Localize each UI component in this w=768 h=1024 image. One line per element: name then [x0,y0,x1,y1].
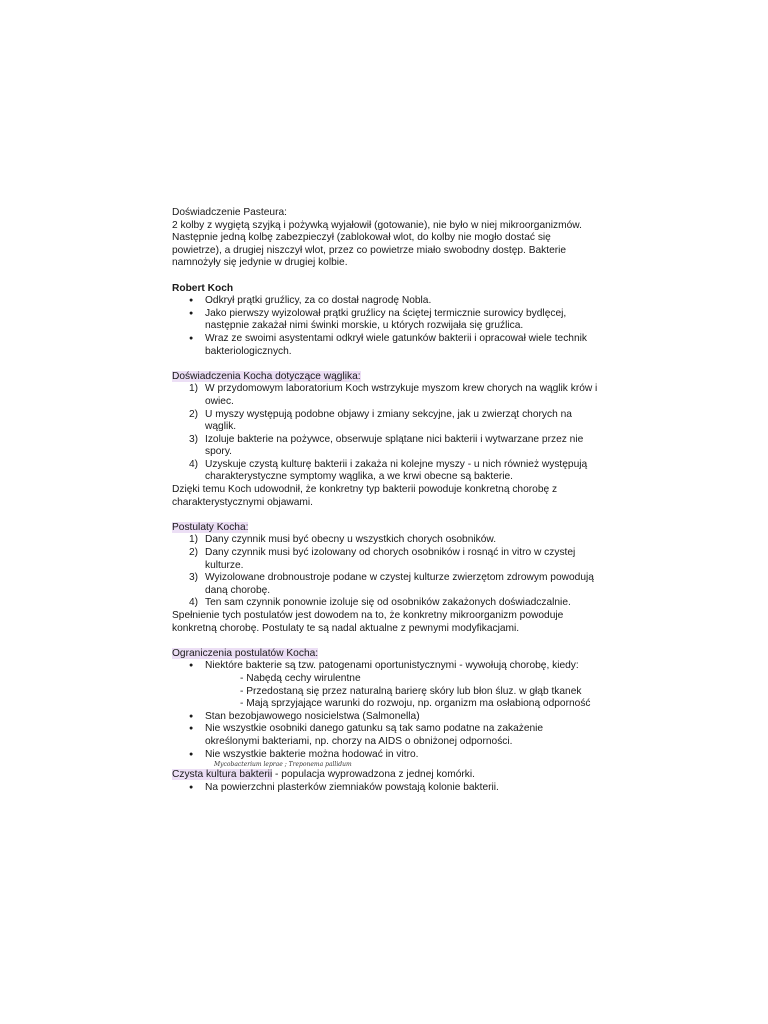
limitations-list [172,660,600,673]
pasteur-heading: Doświadczenie Pasteura: [172,207,287,218]
list-item: 1) W przydomowym laboratorium Koch wstrzykuje myszom krew chorych na wąglik krów i owiec. [189,383,598,407]
postulates-list [172,534,600,610]
pure-culture-list [172,782,600,795]
list-item: 3) Izoluje bakterie na pożywce, obserwuje splątane nici bakterii i wytwarzane przez nie spory. [189,433,584,458]
list-item: ● Nie wszystkie bakterie można hodować in vitro. [172,749,600,762]
experiments-list [172,383,600,484]
pasteur-body: 2 kolby z wygiętą szyjką i pożywką wyjałowił (gotowanie), nie było w niej mikroorganizmów. Następnie jedną kolbę zabezpieczył (zablokował wlot, do kolby nie mogło dostać się powietrze), a drugiej niszczył wlot, przez co powietrze miało swobodny dostęp. Bakterie namnożyły się jedynie w drugiej kolbie. [172,219,582,269]
list-item: 1) Dany czynnik musi być obecny u wszystkich chorych osobników. [189,534,497,546]
limitations-heading: Ograniczenia postulatów Kocha: [172,647,319,659]
experiments-conclusion: Dzięki temu Koch udowodnił, że konkretny typ bakterii powoduje konkretną chorobę z charakterystycznymi objawami. [172,484,558,508]
koch-list [172,295,600,358]
list-item: ● Wraz ze swoimi asystentami odkrył wiele gatunków bakterii i opracował wiele technik bakteriologicznych. [172,333,600,358]
list-item: ● Stan bezobjawowego nosicielstwa (Salmonella) [172,711,600,724]
koch-heading: Robert Koch [172,282,234,294]
list-item: 4) Ten sam czynnik ponownie izoluje się od osobników zakażonych doświadczalnie. [189,597,571,609]
list-item: ● Niektóre bakterie są tzw. patogenami oportunistycznymi - wywołują chorobę, kiedy: [172,660,600,673]
list-item: ● Nie wszystkie osobniki danego gatunku są tak samo podatne na zakażenie określonymi bakteriami, np. chorzy na AIDS o obniżonej odporności. [172,723,600,748]
list-item: 3) Wyizolowane drobnoustroje podane w czystej kulturze zwierzętom zdrowym powodują daną chorobę. [189,572,594,596]
document-page [172,207,600,794]
list-item: ● Na powierzchni plasterków ziemniaków powstają kolonie bakterii. [172,782,600,795]
sub-item: - Nabędą cechy wirulentne [240,672,361,684]
sub-item: - Mają sprzyjające warunki do rozwoju, np. organizm ma osłabioną odporność [240,698,591,710]
pure-culture-definition: - populacja wyprowadzona z jednej komórki. [272,769,475,781]
postulates-heading: Postulaty Kocha: [172,521,249,533]
list-item: 2) Dany czynnik musi być izolowany od chorych osobników i rosnąć in vitro w czystej kulturze. [189,547,576,571]
postulates-conclusion: Spełnienie tych postulatów jest dowodem na to, że konkretny mikroorganizm powoduje konkretną chorobę. Postulaty te są nadal aktualne z pewnymi modyfikacjami. [172,610,564,634]
limitations-list-continued [172,711,600,761]
sub-item: - Przedostaną się przez naturalną barierę skóry lub błon śluz. w głąb tkanek [240,685,582,697]
experiments-heading: Doświadczenia Kocha dotyczące wąglika: [172,370,361,382]
list-item: 4) Uzyskuje czystą kulturę bakterii i zakaża ni kolejne myszy - u nich również występują charakterystyczne symptomy wąglika, a we krwi obecne są bakterie. [189,458,588,483]
list-item: ● Odkrył prątki gruźlicy, za co dostał nagrodę Nobla. [172,295,600,308]
handwritten-note: Mycobacterium leprae ; Treponema pallidum [214,761,352,769]
pure-culture-term: Czysta kultura bakterii [172,769,273,781]
list-item: ● Jako pierwszy wyizolował prątki gruźlicy na ściętej termicznie surowicy bydlęcej, następnie zakażał nimi świnki morskie, u których rozwijała się gruźlica. [172,308,600,333]
list-item: 2) U myszy występują podobne objawy i zmiany sekcyjne, jak u zwierząt chorych na wąglik. [189,408,572,433]
